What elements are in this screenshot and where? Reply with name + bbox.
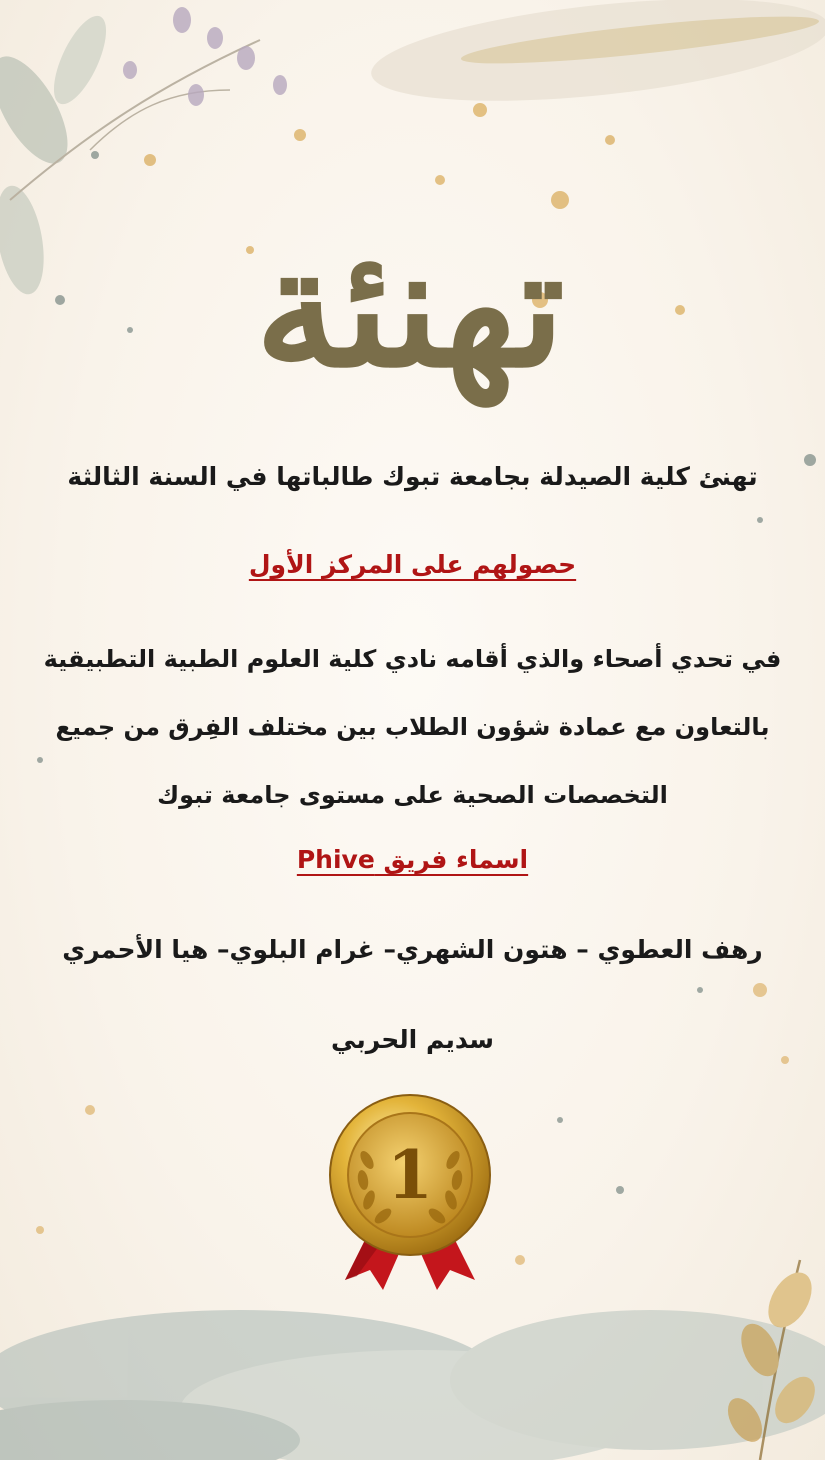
details-paragraph: في تحدي أصحاء والذي أقامه نادي كلية العلوم الطبية التطبيقية بالتعاون مع عمادة شؤون الطلاب بين مختلف الفِرق من جميع التخصصات الصحية على مستوى جامعة تبوك	[43, 645, 782, 809]
team-heading-line	[0, 845, 825, 874]
headline-text: تهنئة	[254, 210, 566, 404]
team-names-line-1: رهف العطوي – هتون الشهري– غرام البلوي– هيا الأحمري	[62, 935, 763, 964]
gold-medal-icon	[325, 1090, 495, 1290]
achievement-text: حصولهم على المركز الأول	[248, 550, 577, 579]
intro-text: تهنئ كلية الصيدلة بجامعة تبوك طالباتها في السنة الثالثة	[67, 462, 758, 491]
achievement-line	[0, 550, 825, 579]
headline-calligraphy	[200, 180, 620, 410]
medal-number: 1	[387, 1136, 433, 1214]
team-heading: اسماء فريق Phive	[296, 845, 529, 874]
team-names-line-2: سديم الحربي	[331, 1025, 494, 1054]
